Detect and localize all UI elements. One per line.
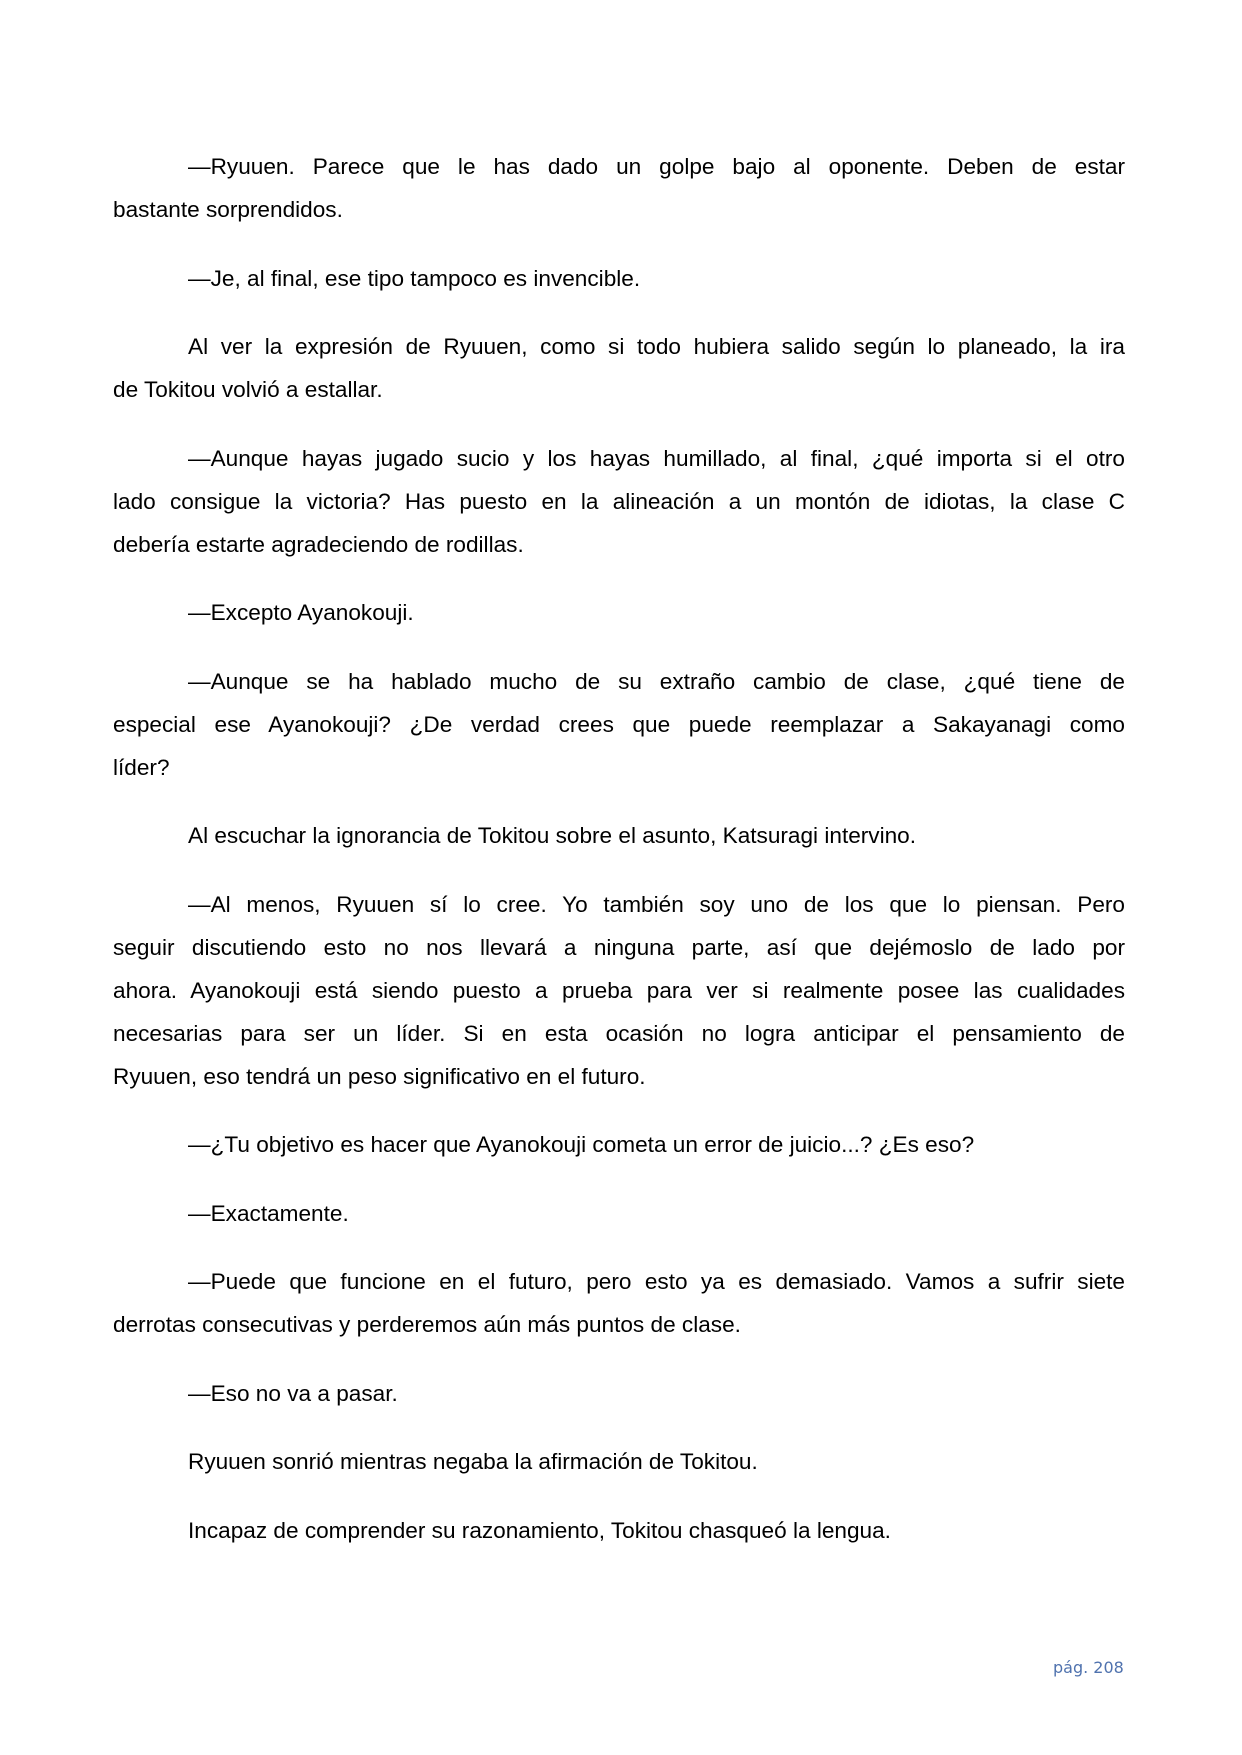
text-line: —Excepto Ayanokouji. [188,600,414,625]
text-line: lado consigue la victoria? Has puesto en la alineación a un montón de idiotas, la clase C [113,488,1125,514]
paragraph [113,1123,1125,1166]
paragraph [113,257,1125,300]
text-line: ahora. Ayanokouji está siendo puesto a prueba para ver si realmente posee las cualidades [113,977,1125,1003]
text-line: necesarias para ser un líder. Si en esta ocasión no logra anticipar el pensamiento de [113,1020,1125,1046]
body-text [113,145,1125,1577]
text-line: —Ryuuen. Parece que le has dado un golpe bajo al oponente. Deben de estar [188,154,1125,179]
paragraph [113,1372,1125,1415]
paragraph [113,591,1125,634]
page-number: pág. 208 [1053,1658,1124,1677]
text-line: Incapaz de comprender su razonamiento, Tokitou chasqueó la lengua. [188,1517,891,1543]
text-line: bastante sorprendidos. [113,197,343,222]
paragraph [113,1440,1125,1483]
paragraph [113,1260,1125,1346]
text-line: líder? [113,754,170,780]
text-line: Al escuchar la ignorancia de Tokitou sobre el asunto, Katsuragi intervino. [188,823,917,848]
text-line: Ryuuen sonrió mientras negaba la afirmación de Tokitou. [188,1449,758,1474]
text-line: —Puede que funcione en el futuro, pero esto ya es demasiado. Vamos a sufrir siete [188,1269,1125,1294]
text-line: —Exactamente. [188,1200,349,1226]
text-line: Ryuuen, eso tendrá un peso significativo en el futuro. [113,1063,646,1089]
paragraph [113,1509,1125,1552]
paragraph [113,325,1125,411]
text-line: derrotas consecutivas y perderemos aún más puntos de clase. [113,1312,741,1337]
paragraph [113,814,1125,857]
text-line: —Je, al final, ese tipo tampoco es invencible. [188,265,641,291]
paragraph [113,660,1125,789]
paragraph [113,145,1125,231]
text-line: debería estarte agradeciendo de rodillas. [113,531,524,557]
text-line: —Aunque hayas jugado sucio y los hayas humillado, al final, ¿qué importa si el otro [188,445,1125,471]
paragraph [113,437,1125,566]
text-line: —Al menos, Ryuuen sí lo cree. Yo también soy uno de los que lo piensan. Pero [188,891,1125,917]
text-line: —¿Tu objetivo es hacer que Ayanokouji cometa un error de juicio...? ¿Es eso? [188,1132,975,1157]
text-line: Al ver la expresión de Ryuuen, como si todo hubiera salido según lo planeado, la ira [188,334,1125,359]
paragraph [113,1192,1125,1235]
text-line: seguir discutiendo esto no nos llevará a ninguna parte, así que dejémoslo de lado por [113,934,1125,960]
text-line: especial ese Ayanokouji? ¿De verdad crees que puede reemplazar a Sakayanagi como [113,711,1125,737]
text-line: de Tokitou volvió a estallar. [113,377,383,402]
text-line: —Aunque se ha hablado mucho de su extraño cambio de clase, ¿qué tiene de [188,668,1125,694]
text-line: —Eso no va a pasar. [188,1380,398,1406]
paragraph [113,883,1125,1098]
